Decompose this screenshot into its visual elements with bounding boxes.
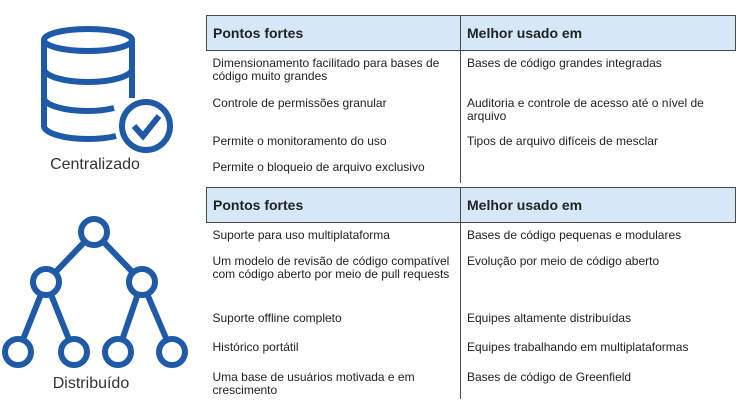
table-row	[207, 51, 736, 91]
table-row	[207, 306, 736, 335]
strength-cell: Histórico portátil	[207, 335, 461, 365]
table-row	[207, 155, 736, 183]
strength-cell: Suporte offline completo	[207, 306, 461, 335]
use-cell	[461, 155, 736, 183]
strength-cell: Uma base de usuários motivada e em crescimento	[207, 365, 461, 399]
use-cell: Bases de código grandes integradas	[467, 56, 662, 70]
centralized-table	[206, 15, 736, 183]
header-strengths: Pontos fortes	[207, 188, 461, 223]
table-row	[207, 91, 736, 129]
strength-cell: Permite o bloqueio de arquivo exclusivo	[207, 155, 461, 183]
strength-cell: Controle de permissões granular	[207, 91, 461, 129]
table-row	[207, 249, 736, 306]
header-strengths: Pontos fortes	[207, 16, 461, 51]
use-cell: Equipes trabalhando em multiplataformas	[467, 339, 689, 354]
use-cell: Equipes altamente distribuídas	[467, 310, 632, 325]
header-best-used: Melhor usado em	[461, 16, 736, 51]
table-header	[207, 16, 736, 51]
use-cell: Tipos de arquivo difíceis de mesclar	[467, 133, 658, 148]
table-header	[207, 188, 736, 223]
strength-cell: Suporte para uso multiplataforma	[207, 223, 461, 249]
database-check-icon	[36, 26, 178, 154]
strength-cell: Permite o monitoramento do uso	[207, 129, 461, 155]
centralized-label: Centralizado	[50, 156, 140, 173]
table-row	[207, 335, 736, 365]
table-row	[207, 129, 736, 155]
use-cell: Bases de código pequenas e modulares	[467, 228, 682, 242]
header-best-used: Melhor usado em	[461, 188, 736, 223]
table-row	[207, 223, 736, 249]
strength-cell: Dimensionamento facilitado para bases de código muito grandes	[207, 51, 461, 91]
strength-cell: Um modelo de revisão de código compatível com código aberto por meio de pull requests	[207, 249, 461, 306]
distributed-label: Distribuído	[52, 375, 130, 392]
use-cell: Auditoria e controle de acesso até o nível de arquivo	[467, 95, 704, 123]
table-row	[207, 365, 736, 399]
use-cell: Bases de código de Greenfield	[467, 369, 632, 384]
tree-network-icon	[0, 216, 192, 376]
use-cell: Evolução por meio de código aberto	[467, 253, 660, 268]
distributed-table	[206, 187, 736, 399]
